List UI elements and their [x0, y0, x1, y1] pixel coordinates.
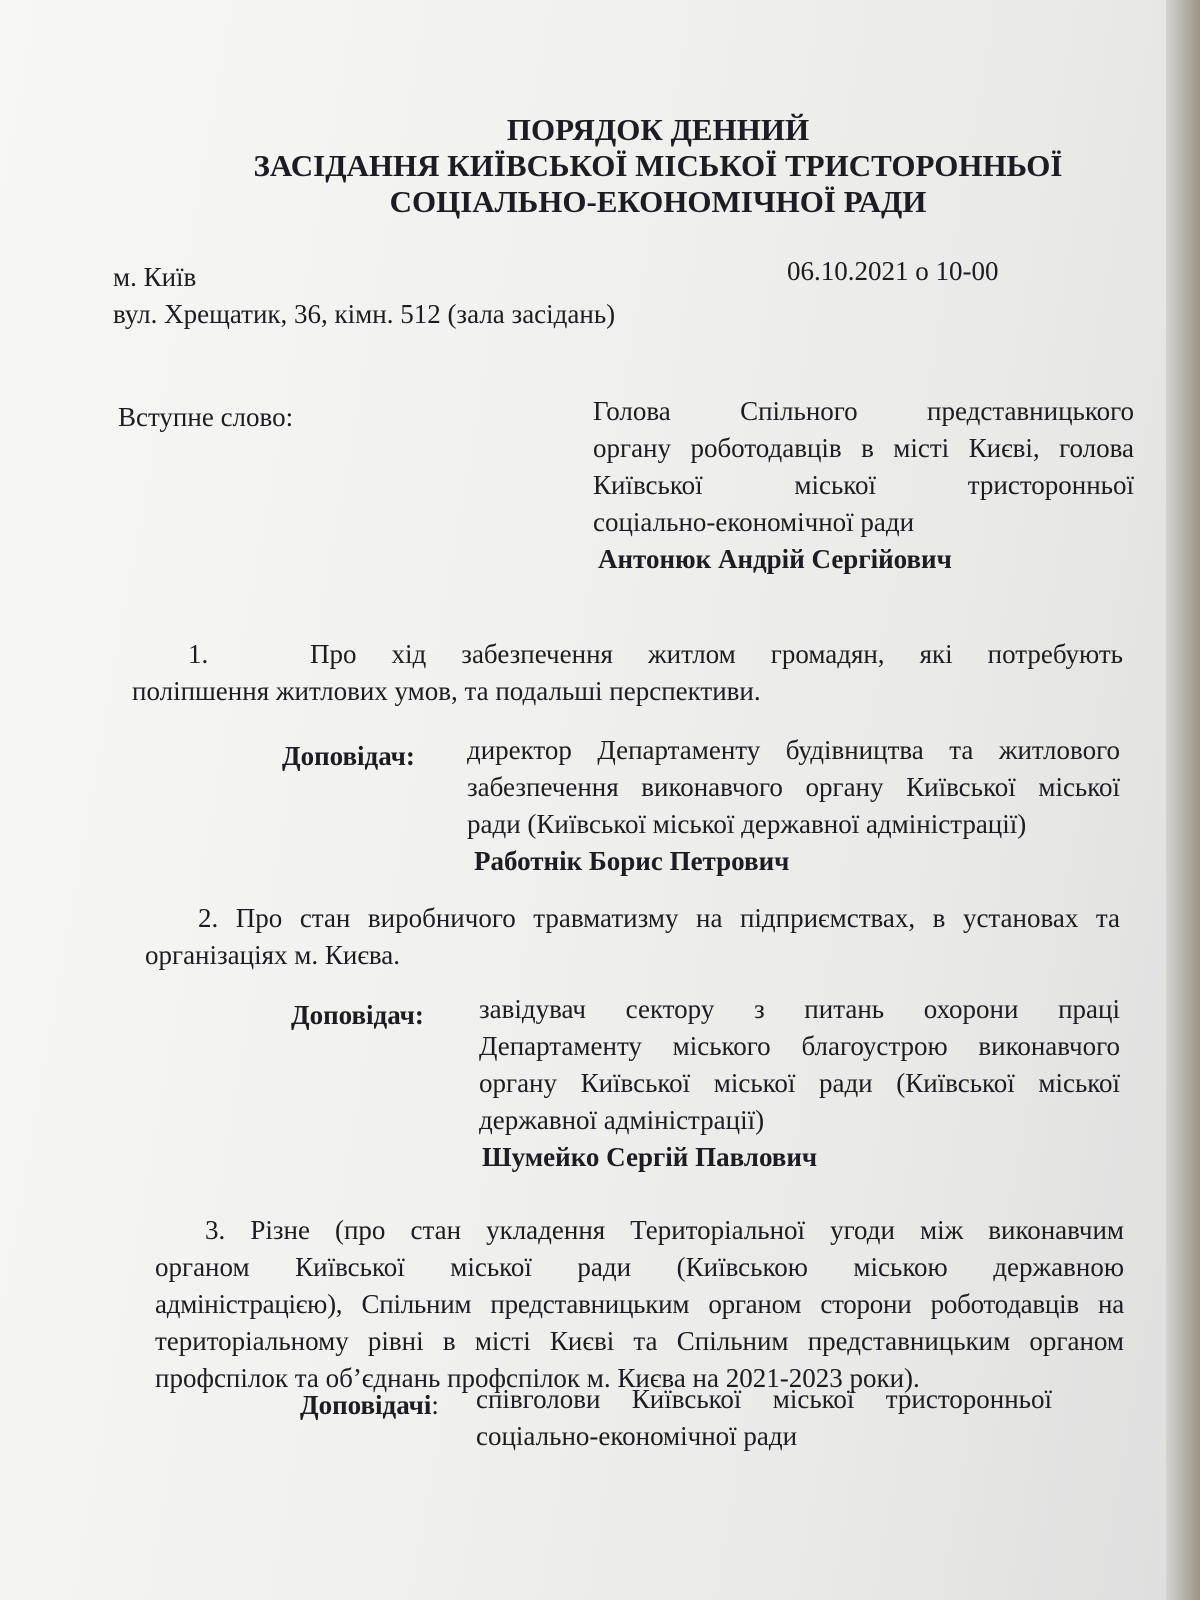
item-1-number: 1.	[188, 639, 209, 669]
item-2-number: 2.	[198, 903, 219, 933]
item-3-speaker	[476, 1381, 1052, 1455]
item-2-text-line-1: Про стан виробничого травматизму на підприємствах, в установах та	[235, 903, 1121, 933]
item-1-text-line-2: поліпшення житлових умов, та подальші перспективи.	[132, 676, 761, 706]
item-3-text-line-4: територіальному рівні в місті Києві та Спільним представницьким органом	[155, 1326, 1124, 1356]
intro-label: Вступне слово:	[118, 402, 294, 432]
meeting-datetime: 06.10.2021 о 10-00	[787, 256, 999, 286]
item-2-role-line-3: органу Київської міської ради (Київської міської	[479, 1068, 1120, 1098]
intro-speaker	[593, 393, 1134, 578]
item-3-speaker-label	[300, 1387, 439, 1424]
title-line-1: ПОРЯДОК ДЕННИЙ	[506, 112, 810, 147]
item-1-role-line-1: директор Департаменту будівництва та житлового	[467, 735, 1120, 765]
item-2-speaker	[479, 991, 1120, 1176]
item-2-role-line-4: державної адміністрації)	[479, 1105, 765, 1135]
agenda-item-3	[155, 1212, 1124, 1397]
item-3-text-line-5: профспілок та об’єднань профспілок м. Києва на 2021-2023 роки).	[155, 1363, 920, 1393]
intro-speaker-name: Антонюк Андрій Сергійович	[598, 544, 952, 574]
item-1-role-line-3: ради (Київської міської державної адміністрації)	[467, 809, 1027, 839]
item-3-speaker-label-colon: :	[431, 1390, 439, 1420]
paper-edge-shadow	[1166, 0, 1200, 1600]
item-1-text-line-1: Про хід забезпечення житлом громадян, які потребують	[310, 639, 1123, 669]
item-3-speaker-label-text: Доповідачі	[300, 1390, 432, 1420]
item-1-speaker-name: Работнік Борис Петрович	[474, 846, 790, 876]
item-3-role-line-1: співголови Київської міської тристоронньої	[476, 1384, 1052, 1414]
item-3-first-line	[155, 1212, 1124, 1249]
item-3-role-line-2: соціально-економічної ради	[476, 1421, 798, 1451]
title-line-2: ЗАСІДАННЯ КИЇВСЬКОЇ МІСЬКОЇ ТРИСТОРОННЬОЇ	[253, 148, 1063, 183]
item-2-first-line	[145, 900, 1120, 937]
city: м. Київ	[113, 262, 197, 292]
agenda-item-2	[145, 900, 1120, 974]
item-2-text-line-2: організаціях м. Києва.	[145, 940, 401, 970]
item-2-role-line-1: завідувач сектору з питань охорони праці	[479, 994, 1120, 1024]
item-1-first-line	[132, 636, 1123, 673]
agenda-item-1	[132, 636, 1123, 710]
item-1-role-line-2: забезпечення виконавчого органу Київської міської	[467, 772, 1120, 802]
title-line-3: СОЦІАЛЬНО-ЕКОНОМІЧНОЇ РАДИ	[389, 184, 927, 219]
item-1-speaker-label: Доповідач:	[282, 741, 415, 771]
item-2-speaker-name: Шумейко Сергій Павлович	[482, 1142, 818, 1172]
item-1-speaker	[467, 732, 1120, 880]
item-2-role-line-2: Департаменту міського благоустрою виконавчого	[479, 1031, 1120, 1061]
item-3-number: 3.	[205, 1215, 226, 1245]
item-3-text-line-1: Різне (про стан укладення Територіальної угоди між виконавчим	[250, 1215, 1124, 1245]
intro-role-line-4: соціально-економічної ради	[593, 507, 915, 537]
item-3-text-line-2: органом Київської міської ради (Київською міською державною	[155, 1252, 1124, 1282]
item-3-text-line-3: адміністрацією), Спільним представницьким органом сторони роботодавців на	[155, 1289, 1124, 1319]
address: вул. Хрещатик, 36, кімн. 512 (зала засідань)	[113, 299, 616, 329]
item-2-speaker-label: Доповідач:	[291, 1000, 424, 1030]
intro-role-line-2: органу роботодавців в місті Києві, голова	[593, 433, 1134, 463]
document-title	[0, 112, 1186, 220]
intro-role-line-1: Голова Спільного представницького	[593, 396, 1134, 426]
intro-role-line-3: Київської міської тристоронньої	[593, 470, 1134, 500]
